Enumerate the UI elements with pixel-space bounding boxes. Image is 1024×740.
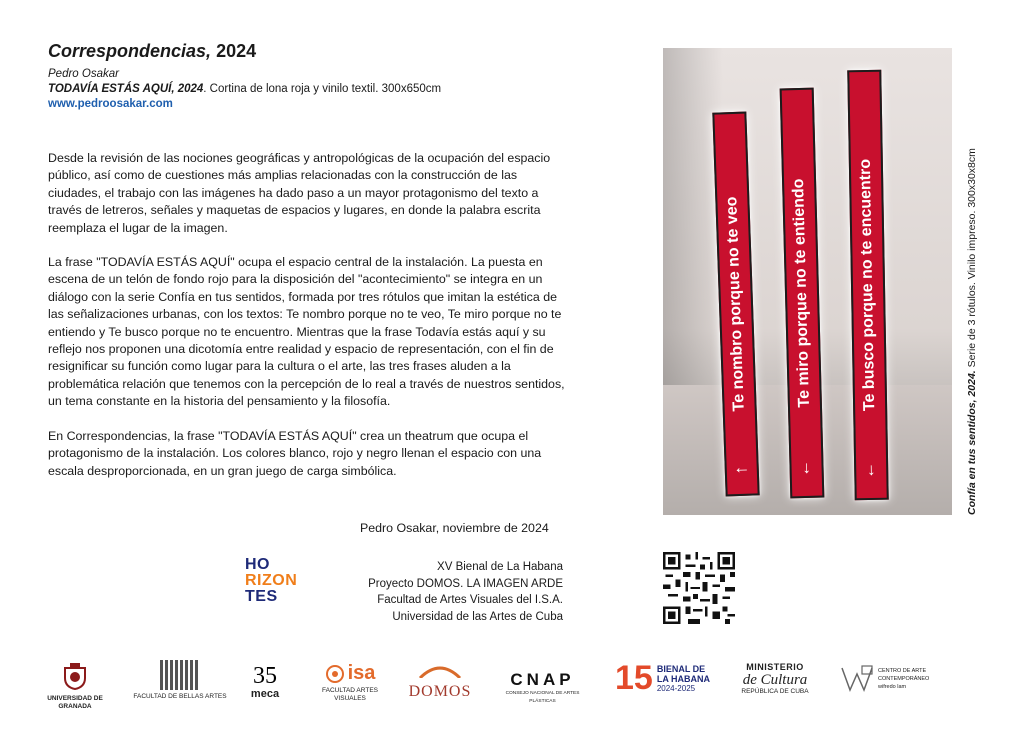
sign-2-text: Te miro porque no te entiendo (790, 178, 813, 408)
paragraph-2: La frase "TODAVÍA ESTÁS AQUÍ" ocupa el espacio central de la instalación. La puesta en escena de un telón de fondo rojo para la disposición del "acontecimiento" se integra en un diálogo con la serie Confía en tus sentidos, formada por tres rótulos que imitan la estética de las señalizaciones urbanas, con los textos: Te nombro porque no te veo, Te miro porque no te entiendo y Te busco porque no te encuentro. Mientras que la frase Todavía estás aquí y su reflejo nos proponen una dicotomía entre realidad y espacio de representación, con el fin de resignificar su función como lugar para la cultura o el arte, las tres frases aluden a la problemática relación que tenemos con la percepción de lo real a través de nuestros sentidos, un tema constante en la historia del pensamiento y la filosofía. (48, 255, 565, 409)
qr-code[interactable] (663, 552, 735, 624)
caption-title: Confía en tus sentidos, 2024. (966, 370, 978, 515)
ugr-crest-icon (62, 662, 88, 690)
credit-line: XV Bienal de La Habana (437, 561, 563, 573)
installation-photo (663, 48, 952, 515)
wlam-logo: CENTRO DE ARTE CONTEMPORÁNEO wifredo lam (840, 664, 950, 694)
domos-logo: DOMOS (405, 664, 475, 701)
body-text (48, 150, 568, 497)
page-title: Correspondencias, 2024 (48, 41, 257, 61)
work-title: TODAVÍA ESTÁS AQUÍ, 2024 (48, 83, 204, 95)
sign-1-text: Te nombro porque no te veo (723, 196, 748, 412)
bellas-artes-logo: FACULTAD DE BELLAS ARTES (130, 660, 230, 701)
credit-line: Proyecto DOMOS. LA IMAGEN ARDE (368, 577, 563, 590)
work-line (48, 82, 608, 97)
header (48, 40, 608, 112)
arrow-down-icon: ↓ (866, 459, 876, 480)
isa-logo: isa FACULTAD ARTES VISUALES (322, 662, 378, 702)
photo-caption (966, 75, 978, 515)
sign-3 (847, 70, 888, 501)
horizontes-logo: HO RIZON TES (245, 556, 298, 605)
sign-3-text: Te busco porque no te encuentro (856, 158, 879, 412)
work-description: . Cortina de lona roja y vinilo textil. 300x650cm (203, 83, 442, 95)
paragraph-3: En Correspondencias, la frase "TODAVÍA ESTÁS AQUÍ" crea un theatrum que ocupa el protagonismo de la instalación. Los colores blanco, rojo y negro llenan el espacio con una escala desproporcionada, en un gran juego de carga simbólica. (48, 428, 542, 478)
ugr-logo: UNIVERSIDAD DE GRANADA (45, 662, 105, 711)
paragraph-1: Desde la revisión de las nociones geográficas y antropológicas de la ocupación del espacio público, así como de cuestiones más amplias relacionadas con la construcción de las ciudades, el trabajo con las imágenes ha dado paso a un mayor protagonismo del texto a través de letreros, señales y maquetas de espacios y lugares, en donde la palabra escrita reemplaza el lugar de la imagen. (48, 151, 551, 235)
credits (330, 559, 563, 625)
wlam-mark-icon (840, 664, 874, 694)
cnap-logo: CNAP CONSEJO NACIONAL DE ARTES PLÁSTICAS (505, 670, 580, 704)
grid-icon (160, 660, 200, 690)
qr-code-icon (663, 552, 735, 624)
isa-emblem-icon (325, 664, 345, 684)
website-link[interactable]: www.pedroosakar.com (48, 98, 173, 110)
mincult-logo: MINISTERIO de Cultura REPÚBLICA DE CUBA (741, 662, 809, 695)
sponsor-logos (40, 660, 1000, 720)
artist-name: Pedro Osakar (48, 68, 119, 80)
signature: Pedro Osakar, noviembre de 2024 (360, 521, 549, 535)
credit-line: Universidad de las Artes de Cuba (392, 610, 563, 623)
dome-icon (415, 664, 465, 678)
credit-line: Facultad de Artes Visuales del I.S.A. (377, 594, 563, 606)
meca-logo: 35 meca (250, 663, 280, 700)
arrow-down-icon: ↓ (802, 457, 812, 478)
arrow-left-icon: ← (732, 457, 751, 478)
caption-description: Serie de 3 rótulos. Vinilo impreso. 300x30x8cm (966, 148, 978, 371)
bienal-logo: 15 BIENAL DE LA HABANA 2024-2025 (615, 659, 710, 697)
